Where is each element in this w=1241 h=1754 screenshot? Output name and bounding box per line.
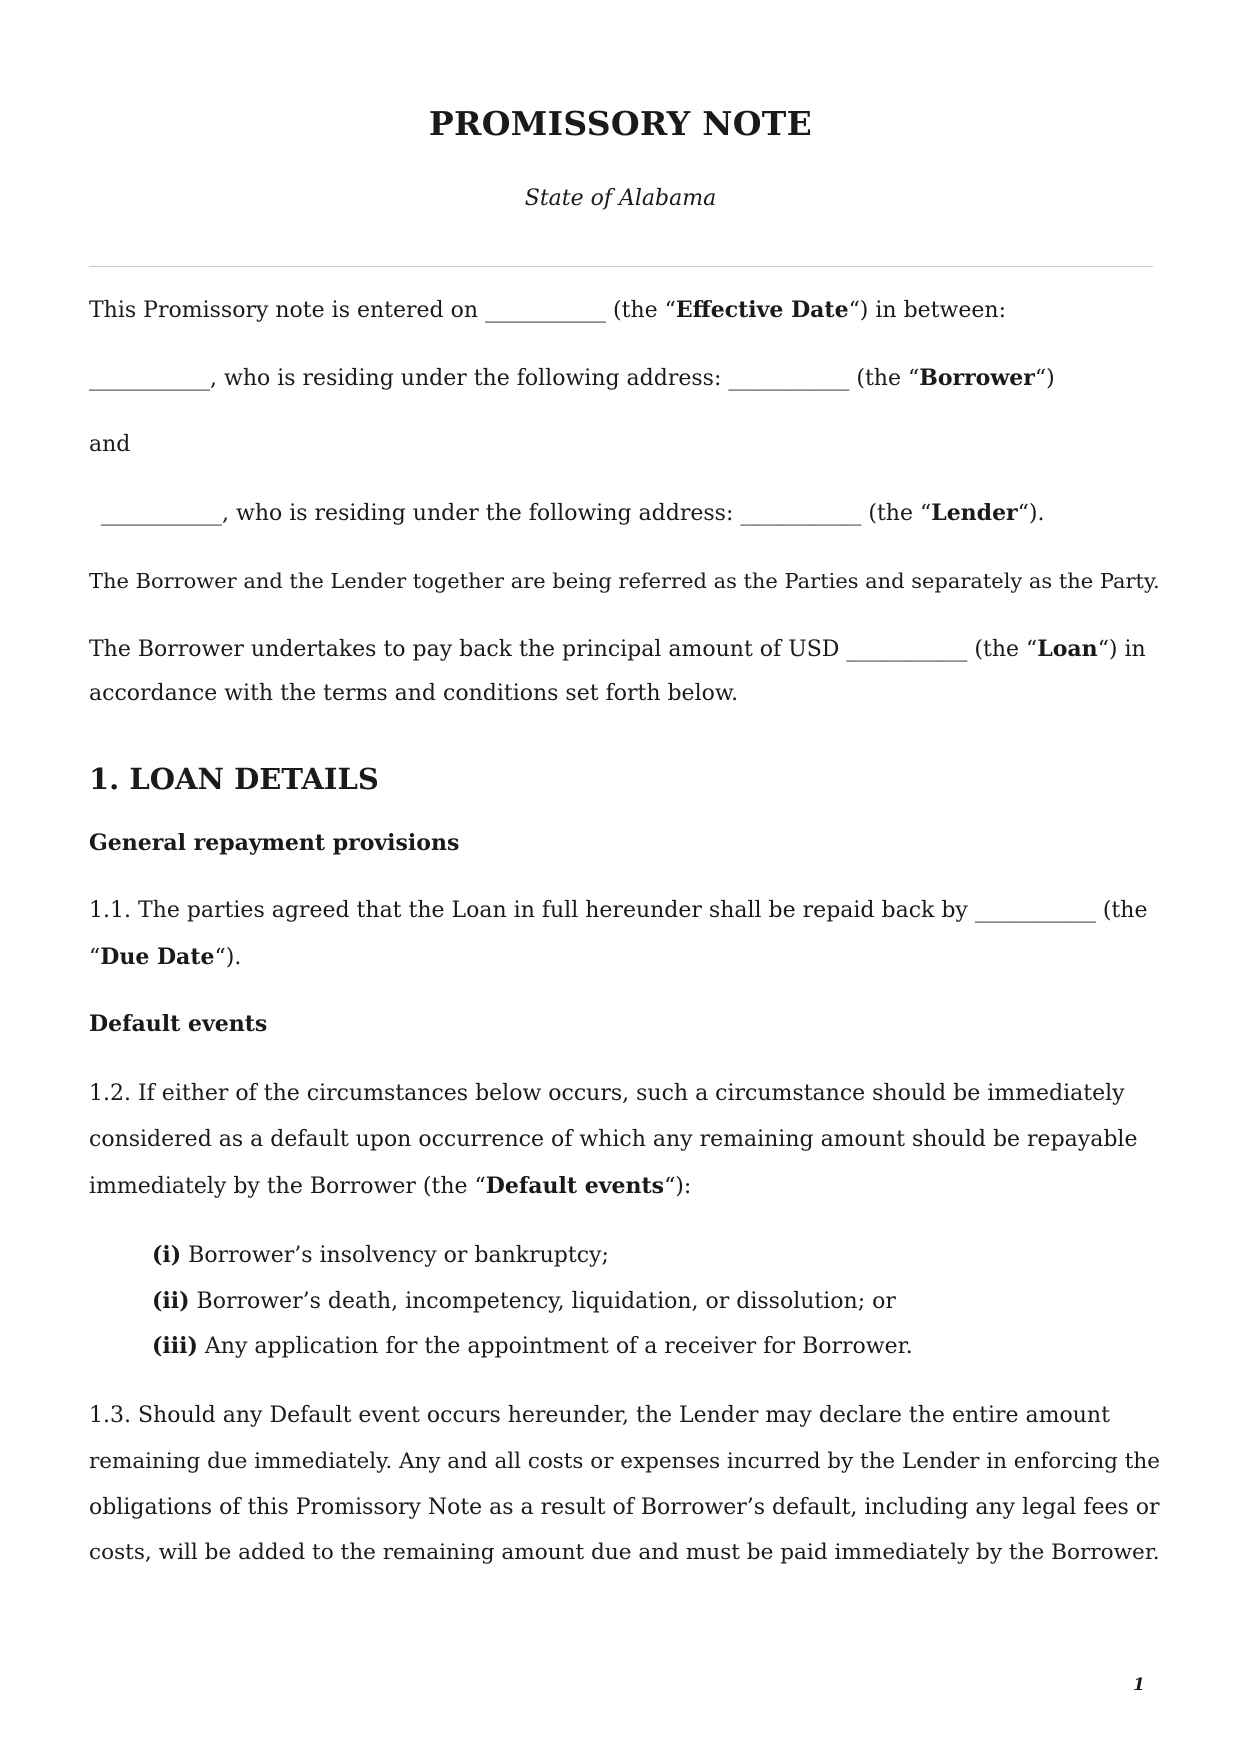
list-item-text: Any application for the appointment of a receiver for Borrower.	[197, 1334, 913, 1359]
clause-1-3-line2: remaining due immediately. Any and all costs or expenses incurred by the Lender in enforcing the	[89, 1449, 1160, 1474]
clause-1-1-quote: “	[89, 945, 101, 970]
clause-1-2-line2: considered as a default upon occurrence of which any remaining amount should be repayable	[89, 1127, 1138, 1152]
clause-1-2-end: “):	[664, 1174, 692, 1199]
list-item-label: (iii)	[152, 1333, 198, 1359]
loan-paragraph-line2: accordance with the terms and conditions set forth below.	[89, 681, 739, 706]
clause-1-2-line1: 1.2. If either of the circumstances below occurs, such a circumstance should be immediately	[89, 1081, 1125, 1106]
borrower-text: ___________, who is residing under the following address: ___________ (the “	[89, 366, 920, 391]
lender-text: ___________, who is residing under the following address: ___________ (the “	[101, 501, 932, 526]
clause-1-3-line1: 1.3. Should any Default event occurs hereunder, the Lender may declare the entire amount	[89, 1403, 1110, 1428]
loan-text-end: “) in	[1097, 637, 1146, 662]
borrower-line	[89, 364, 1055, 393]
intro-paragraph	[89, 296, 1006, 325]
document-title: PROMISSORY NOTE	[428, 104, 813, 143]
default-events-term: Default events	[485, 1173, 665, 1199]
list-item-label: (ii)	[152, 1288, 190, 1314]
document-subtitle: State of Alabama	[524, 186, 717, 211]
borrower-text-end: “)	[1034, 366, 1055, 391]
divider	[89, 266, 1153, 267]
lender-line	[101, 499, 1044, 528]
clause-1-2-line3	[89, 1172, 691, 1201]
list-item-text: Borrower’s insolvency or bankruptcy;	[181, 1243, 609, 1268]
section-heading-loan-details: 1. LOAN DETAILS	[89, 762, 379, 796]
list-item	[152, 1287, 896, 1316]
list-item	[152, 1332, 913, 1361]
due-date-term: Due Date	[100, 944, 215, 970]
clause-1-2-text: immediately by the Borrower (the “	[89, 1174, 486, 1199]
clause-1-1-line2	[89, 943, 241, 972]
list-item-label: (i)	[152, 1242, 182, 1268]
effective-date-term: Effective Date	[675, 297, 849, 323]
clause-1-3-line3: obligations of this Promissory Note as a result of Borrower’s default, including any legal fees or	[89, 1495, 1160, 1520]
subheading-general-repayment: General repayment provisions	[89, 830, 460, 856]
lender-term: Lender	[931, 500, 1018, 526]
loan-text: The Borrower undertakes to pay back the principal amount of USD ___________ (the “	[89, 637, 1038, 662]
clause-1-1-line1: 1.1. The parties agreed that the Loan in full hereunder shall be repaid back by ___________ (the	[89, 898, 1148, 923]
list-item	[152, 1241, 609, 1270]
intro-text: This Promissory note is entered on ___________ (the “	[89, 298, 676, 323]
lender-text-end: “).	[1017, 501, 1045, 526]
loan-paragraph-line1	[89, 635, 1146, 664]
intro-text-end: “) in between:	[848, 298, 1006, 323]
page-number: 1	[1133, 1675, 1145, 1695]
clause-1-1-end: “).	[214, 945, 242, 970]
borrower-term: Borrower	[919, 365, 1035, 391]
parties-paragraph: The Borrower and the Lender together are being referred as the Parties and separately as the Party.	[89, 569, 1160, 593]
clause-1-3-line4: costs, will be added to the remaining amount due and must be paid immediately by the Borrower.	[89, 1540, 1160, 1565]
list-item-text: Borrower’s death, incompetency, liquidation, or dissolution; or	[189, 1289, 896, 1314]
loan-term: Loan	[1037, 636, 1098, 662]
subheading-default-events: Default events	[89, 1011, 268, 1037]
and-text: and	[89, 432, 131, 457]
